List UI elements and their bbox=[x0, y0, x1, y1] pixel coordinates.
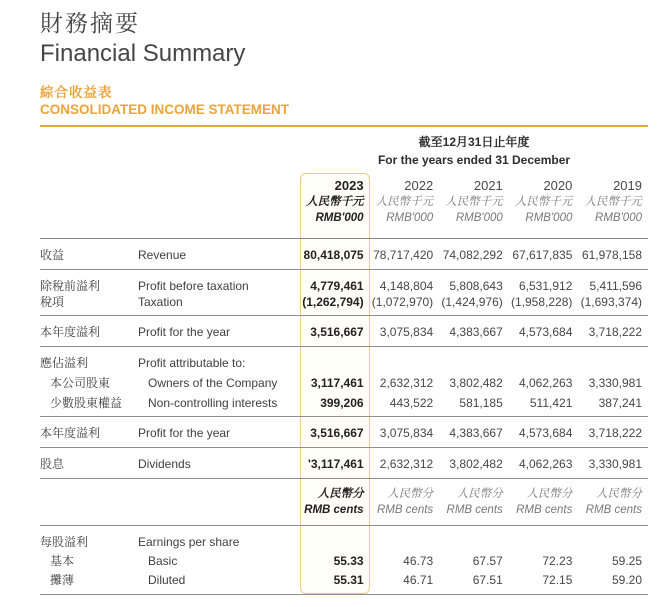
col-header-2021 bbox=[439, 173, 509, 239]
unit-label-zh: 人民幣千元 bbox=[514, 196, 573, 208]
header-spacer bbox=[40, 173, 138, 239]
unit-cents-zh: 人民幣分 bbox=[526, 488, 573, 500]
row-label-zh: 本公司股東 bbox=[50, 376, 111, 390]
row-label-en: Profit attributable to: bbox=[138, 356, 246, 370]
value-cell-2023: 55.31 bbox=[300, 569, 370, 595]
section-title-zh: 綜合收益表 bbox=[40, 85, 113, 100]
units-spacer bbox=[40, 479, 138, 526]
unit-cell-2021 bbox=[439, 479, 509, 526]
year-label: 2020 bbox=[543, 178, 573, 193]
value-cell-2023: 4,779,461 bbox=[310, 279, 364, 293]
value-cell-2020: (1,958,228) bbox=[509, 294, 579, 316]
unit-label-zh: 人民幣千元 bbox=[445, 196, 503, 208]
unit-label-en: RMB'000 bbox=[315, 212, 364, 224]
row-label-en: Non-controlling interests bbox=[138, 391, 300, 417]
value-cell-2022: 443,522 bbox=[370, 391, 440, 417]
row-label-en: Owners of the Company bbox=[148, 376, 278, 390]
value-cell-2022 bbox=[370, 526, 440, 551]
unit-cents-en: RMB cents bbox=[585, 504, 642, 516]
value-cell-2019: 61,978,158 bbox=[578, 239, 648, 270]
value-cell-2021: (1,424,976) bbox=[439, 294, 509, 316]
units-row-rmb-cents bbox=[40, 479, 648, 526]
col-header-2019 bbox=[578, 173, 648, 239]
unit-label-zh: 人民幣千元 bbox=[306, 196, 364, 208]
value-cell-2020 bbox=[509, 347, 579, 372]
col-header-2022 bbox=[370, 173, 440, 239]
row-label-en: Dividends bbox=[138, 448, 300, 479]
value-cell-2023: (1,262,794) bbox=[300, 294, 370, 316]
value-cell-2023: 55.33 bbox=[333, 554, 364, 568]
unit-cents-en: RMB cents bbox=[446, 504, 503, 516]
income-statement-table bbox=[40, 133, 648, 595]
row-label-zh: 除稅前溢利 bbox=[40, 279, 101, 293]
unit-cents-zh: 人民幣分 bbox=[387, 488, 434, 500]
value-cell-2022: 2,632,312 bbox=[379, 376, 434, 390]
value-cell-2020: 4,062,263 bbox=[518, 376, 573, 390]
value-cell-2021: 74,082,292 bbox=[439, 239, 509, 270]
row-label-en: Revenue bbox=[138, 239, 300, 270]
header-spacer bbox=[138, 173, 300, 239]
table-row-dividends bbox=[40, 448, 648, 479]
col-header-2020 bbox=[509, 173, 579, 239]
value-cell-2021: 4,383,667 bbox=[439, 316, 509, 347]
table-row-profit-before-taxation bbox=[40, 270, 648, 295]
value-cell-2023: 3,117,461 bbox=[310, 376, 364, 390]
value-cell-2020: 67,617,835 bbox=[509, 239, 579, 270]
value-cell-2020: 72.23 bbox=[542, 554, 573, 568]
unit-label-en: RMB'000 bbox=[455, 212, 503, 224]
value-cell-2019: 387,241 bbox=[578, 391, 648, 417]
col-header-2023 bbox=[300, 173, 370, 239]
unit-cell-2020 bbox=[509, 479, 579, 526]
row-label-zh: 攤薄 bbox=[40, 569, 138, 595]
unit-label-en: RMB'000 bbox=[386, 212, 434, 224]
unit-cents-en: RMB cents bbox=[516, 504, 573, 516]
value-cell-2020: 4,062,263 bbox=[509, 448, 579, 479]
value-cell-2019: 59.25 bbox=[611, 554, 642, 568]
row-label-en: Profit for the year bbox=[138, 316, 300, 347]
value-cell-2023: 3,516,667 bbox=[300, 417, 370, 448]
row-label-en: Taxation bbox=[138, 294, 300, 316]
table-row-profit-attributable bbox=[40, 347, 648, 372]
table-row-owners bbox=[40, 371, 648, 391]
value-cell-2020: 6,531,912 bbox=[518, 279, 573, 293]
table-row-earnings-per-share bbox=[40, 526, 648, 551]
section-title-en: CONSOLIDATED INCOME STATEMENT bbox=[40, 102, 289, 117]
value-cell-2021: 3,802,482 bbox=[449, 376, 503, 390]
value-cell-2022: 46.73 bbox=[403, 554, 434, 568]
row-label-zh: 每股溢利 bbox=[40, 535, 89, 549]
row-label-zh: 稅項 bbox=[40, 294, 138, 316]
row-label-en: Diluted bbox=[138, 569, 300, 595]
value-cell-2023 bbox=[300, 347, 370, 372]
units-spacer bbox=[138, 479, 300, 526]
row-label-en: Basic bbox=[148, 554, 178, 568]
row-label-zh: 少數股東權益 bbox=[40, 391, 138, 417]
value-cell-2020 bbox=[509, 526, 579, 551]
value-cell-2019: 3,718,222 bbox=[578, 417, 648, 448]
value-cell-2019: 5,411,596 bbox=[589, 279, 642, 293]
value-cell-2022: (1,072,970) bbox=[370, 294, 440, 316]
table-row-taxation bbox=[40, 294, 648, 316]
row-label-en: Profit for the year bbox=[138, 417, 300, 448]
value-cell-2021 bbox=[439, 526, 509, 551]
table-row-diluted bbox=[40, 569, 648, 595]
unit-cents-zh: 人民幣分 bbox=[596, 488, 642, 500]
row-label-en: Earnings per share bbox=[138, 535, 240, 549]
value-cell-2023 bbox=[300, 526, 370, 551]
value-cell-2019: 3,330,981 bbox=[588, 376, 642, 390]
year-label: 2023 bbox=[334, 178, 364, 193]
row-label-zh: 收益 bbox=[40, 239, 138, 270]
value-cell-2022: 4,148,804 bbox=[379, 279, 434, 293]
page-title-en: Financial Summary bbox=[40, 40, 246, 67]
unit-cell-2022 bbox=[370, 479, 440, 526]
value-cell-2022 bbox=[370, 347, 440, 372]
value-cell-2019 bbox=[578, 526, 648, 551]
value-cell-2022: 3,075,834 bbox=[370, 316, 440, 347]
row-label-zh: 本年度溢利 bbox=[40, 417, 138, 448]
section-header bbox=[40, 84, 648, 127]
unit-label-zh: 人民幣千元 bbox=[584, 196, 642, 208]
unit-cents-en: RMB cents bbox=[304, 504, 364, 516]
row-label-zh: 應佔溢利 bbox=[40, 356, 89, 370]
value-cell-2020: 4,573,684 bbox=[509, 417, 579, 448]
value-cell-2021 bbox=[439, 347, 509, 372]
unit-cell-2019 bbox=[578, 479, 648, 526]
unit-cell-2023 bbox=[300, 479, 370, 526]
period-caption bbox=[300, 133, 648, 169]
value-cell-2022: 3,075,834 bbox=[370, 417, 440, 448]
value-cell-2020: 4,573,684 bbox=[509, 316, 579, 347]
value-cell-2022: 78,717,420 bbox=[370, 239, 440, 270]
row-label-zh: 本年度溢利 bbox=[40, 316, 138, 347]
value-cell-2019: (1,693,374) bbox=[578, 294, 648, 316]
unit-cents-zh: 人民幣分 bbox=[456, 488, 503, 500]
table-row-basic bbox=[40, 550, 648, 569]
page-title-zh: 財務摘要 bbox=[40, 10, 140, 36]
table-row-revenue bbox=[40, 239, 648, 270]
row-label-en: Profit before taxation bbox=[138, 279, 249, 293]
row-label-zh: 股息 bbox=[40, 448, 138, 479]
value-cell-2021: 67.57 bbox=[472, 554, 503, 568]
year-label: 2019 bbox=[613, 178, 642, 193]
value-cell-2021: 3,802,482 bbox=[439, 448, 509, 479]
value-cell-2023: '3,117,461 bbox=[300, 448, 370, 479]
year-label: 2022 bbox=[404, 178, 434, 193]
value-cell-2021: 581,185 bbox=[439, 391, 509, 417]
value-cell-2022: 2,632,312 bbox=[370, 448, 440, 479]
value-cell-2019: 3,330,981 bbox=[578, 448, 648, 479]
value-cell-2021: 67.51 bbox=[439, 569, 509, 595]
value-cell-2020: 511,421 bbox=[509, 391, 579, 417]
unit-cents-en: RMB cents bbox=[376, 504, 434, 516]
period-caption-zh: 截至12月31日止年度 bbox=[418, 135, 530, 149]
table-row-profit-for-year bbox=[40, 316, 648, 347]
row-label-zh: 基本 bbox=[50, 554, 75, 568]
unit-cents-zh: 人民幣分 bbox=[317, 488, 364, 500]
value-cell-2023: 80,418,075 bbox=[300, 239, 370, 270]
value-cell-2023: 3,516,667 bbox=[300, 316, 370, 347]
value-cell-2019: 59.20 bbox=[578, 569, 648, 595]
table-row-profit-for-year-2 bbox=[40, 417, 648, 448]
value-cell-2021: 5,808,643 bbox=[449, 279, 503, 293]
table-row-non-controlling bbox=[40, 391, 648, 417]
value-cell-2022: 46.71 bbox=[370, 569, 440, 595]
unit-label-en: RMB'000 bbox=[595, 212, 642, 224]
value-cell-2023: 399,206 bbox=[300, 391, 370, 417]
value-cell-2021: 4,383,667 bbox=[439, 417, 509, 448]
unit-label-zh: 人民幣千元 bbox=[375, 196, 434, 208]
value-cell-2019: 3,718,222 bbox=[578, 316, 648, 347]
year-label: 2021 bbox=[473, 178, 503, 193]
period-caption-en: For the years ended 31 December bbox=[377, 153, 571, 167]
value-cell-2019 bbox=[578, 347, 648, 372]
value-cell-2020: 72.15 bbox=[509, 569, 579, 595]
unit-label-en: RMB'000 bbox=[525, 212, 573, 224]
column-header-row bbox=[40, 173, 648, 239]
